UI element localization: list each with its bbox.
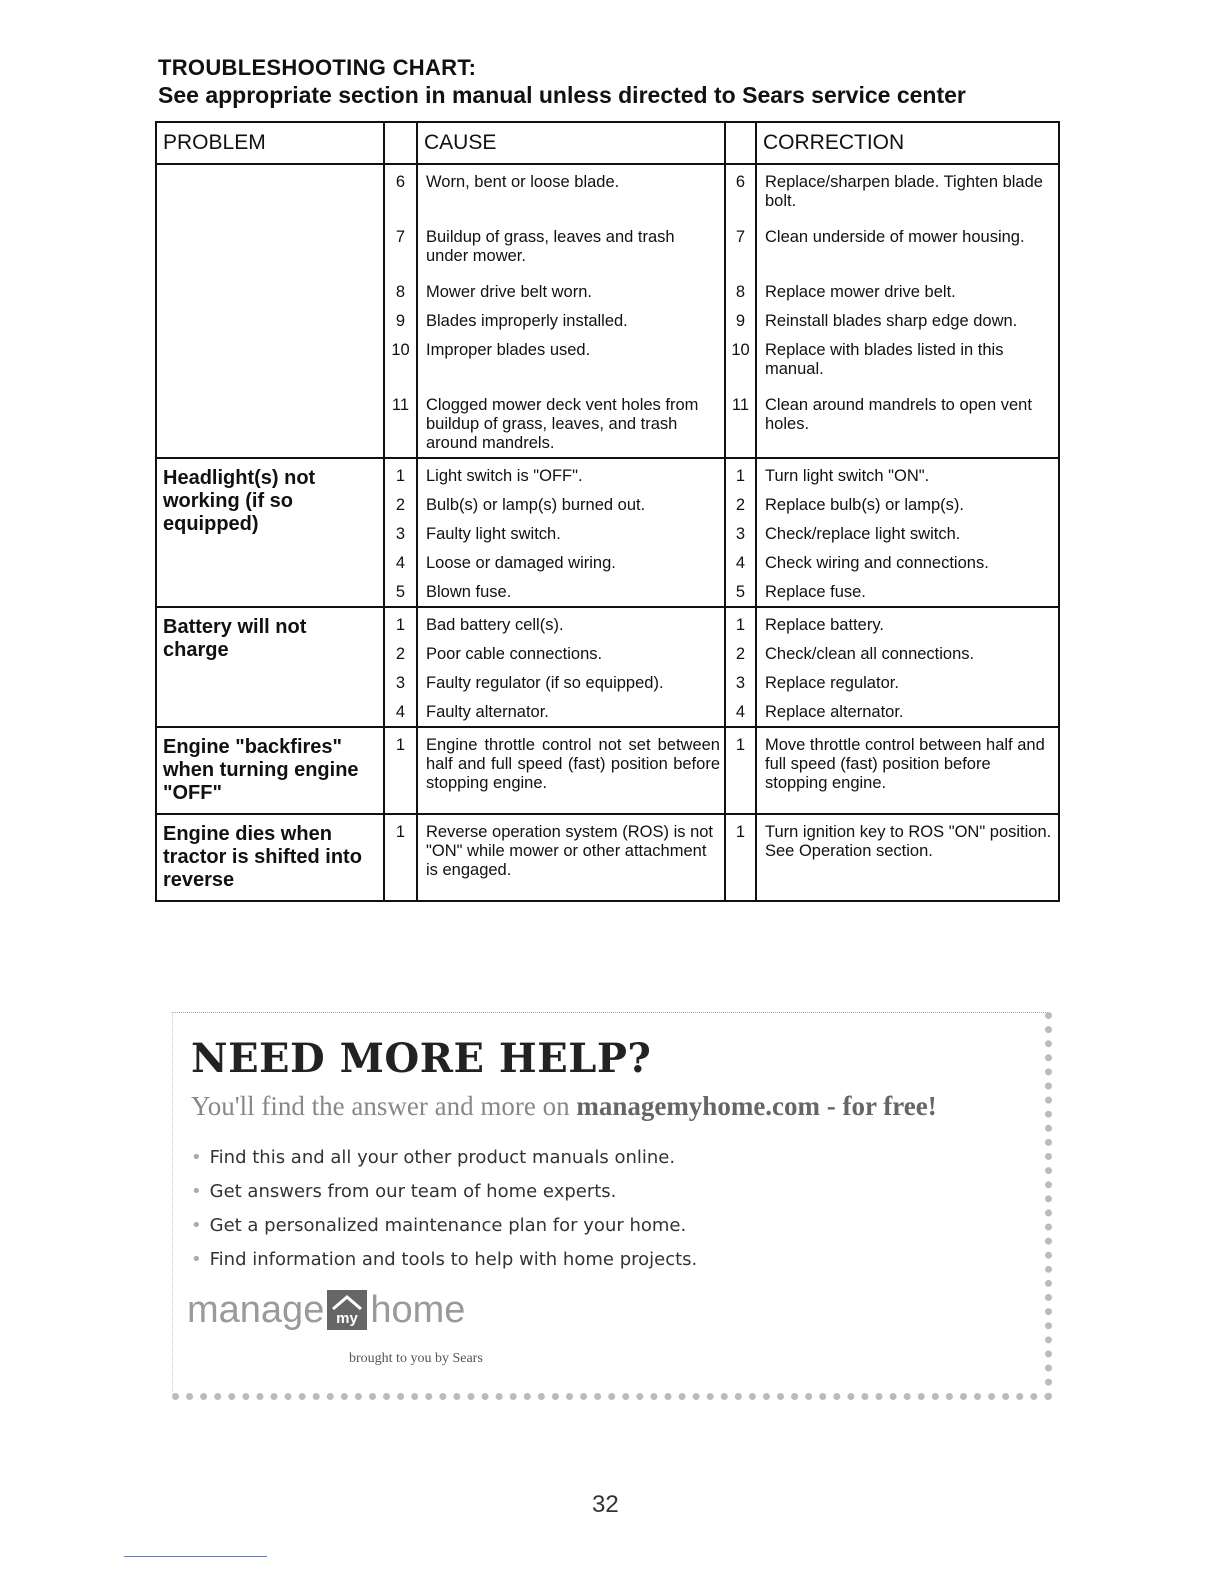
footer-rule (124, 1556, 267, 1557)
list-item-text: Find this and all your other product manuals online. (209, 1147, 676, 1168)
logo-text-right: home (370, 1288, 466, 1331)
correction-num: 10 (731, 341, 750, 359)
correction-num: 1 (735, 616, 746, 634)
correction-num-cell (725, 727, 756, 814)
correction-text: Clean underside of mower housing. (765, 228, 1025, 246)
list-item-text: Get answers from our team of home experts. (209, 1181, 617, 1202)
cause-num: 1 (395, 823, 406, 841)
cause-num: 8 (395, 283, 406, 301)
correction-text: Check wiring and connections. (765, 554, 989, 572)
troubleshooting-table (155, 121, 1060, 902)
correction-num: 8 (735, 283, 746, 301)
cause-num-cell (384, 814, 417, 901)
correction-text: Replace mower drive belt. (765, 283, 956, 301)
cause-num: 7 (395, 228, 406, 246)
table-row (156, 607, 1059, 727)
cause-num: 2 (395, 496, 406, 514)
problem-cell: Battery will not charge (156, 607, 384, 727)
correction-text: Replace alternator. (765, 703, 904, 721)
table-row (156, 727, 1059, 814)
correction-num: 9 (735, 312, 746, 330)
correction-text: Reinstall blades sharp edge down. (765, 312, 1018, 330)
correction-num: 4 (735, 703, 746, 721)
managemyhome-logo (187, 1285, 465, 1335)
help-subtitle-text: You'll find the answer and more on (191, 1091, 577, 1121)
cause-text: Poor cable connections. (426, 645, 603, 663)
cause-text: Buildup of grass, leaves and trash under mower. (426, 228, 675, 265)
correction-num: 2 (735, 645, 746, 663)
cause-text: Faulty alternator. (426, 703, 549, 721)
cause-text: Engine throttle control not set between half and full speed (fast) position before stopping engine. (426, 736, 720, 792)
chart-title: TROUBLESHOOTING CHART: (158, 55, 477, 80)
correction-cell (756, 164, 1059, 458)
correction-text: Move throttle control between half and full speed (fast) position before stopping engine. (765, 736, 1045, 792)
correction-num: 1 (735, 823, 746, 841)
help-title: NEED MORE HELP? (191, 1035, 652, 1082)
header-problem: PROBLEM (156, 122, 384, 164)
cause-num: 1 (395, 616, 406, 634)
correction-num: 3 (735, 525, 746, 543)
correction-text: Turn ignition key to ROS "ON" position. See Operation section. (765, 823, 1052, 860)
correction-text: Clean around mandrels to open vent holes. (765, 396, 1032, 433)
help-list (191, 1141, 697, 1277)
cause-num: 4 (395, 554, 406, 572)
cause-text: Bulb(s) or lamp(s) burned out. (426, 496, 646, 514)
list-item (191, 1175, 697, 1209)
list-item (191, 1209, 697, 1243)
list-item (191, 1141, 697, 1175)
cause-num: 5 (395, 583, 406, 601)
correction-text: Replace/sharpen blade. Tighten blade bolt. (765, 173, 1043, 210)
correction-num: 3 (735, 674, 746, 692)
header-num-1 (384, 122, 417, 164)
cause-cell (417, 164, 725, 458)
problem-cell: Engine dies when tractor is shifted into reverse (156, 814, 384, 901)
correction-text: Turn light switch "ON". (765, 467, 930, 485)
help-site-link[interactable]: managemyhome.com - for free! (576, 1091, 937, 1121)
cause-num: 10 (391, 341, 410, 359)
help-subtitle (191, 1091, 937, 1122)
cause-text: Blown fuse. (426, 583, 512, 601)
correction-text: Replace with blades listed in this manual. (765, 341, 1004, 378)
cause-text: Faulty light switch. (426, 525, 561, 543)
cause-text: Mower drive belt worn. (426, 283, 592, 301)
cause-num: 4 (395, 703, 406, 721)
cause-num: 2 (395, 645, 406, 663)
logo-text-left: manage (187, 1288, 325, 1331)
cause-text: Faulty regulator (if so equipped). (426, 674, 664, 692)
cause-num-cell (384, 164, 417, 458)
cause-text: Clogged mower deck vent holes from buildup of grass, leaves, and trash around mandrels. (426, 396, 699, 452)
bullet-icon: • (191, 1181, 202, 1202)
cause-cell (417, 814, 725, 901)
correction-text: Replace regulator. (765, 674, 899, 692)
table-row (156, 164, 1059, 458)
correction-num: 7 (735, 228, 746, 246)
cause-cell (417, 458, 725, 607)
brought-by-text: brought to you by Sears (349, 1351, 483, 1366)
correction-num: 5 (735, 583, 746, 601)
correction-cell (756, 458, 1059, 607)
correction-num-cell (725, 458, 756, 607)
page-number: 32 (592, 1491, 619, 1518)
correction-text: Replace fuse. (765, 583, 866, 601)
cause-text: Loose or damaged wiring. (426, 554, 616, 572)
bullet-icon: • (191, 1147, 202, 1168)
correction-cell (756, 814, 1059, 901)
correction-text: Replace bulb(s) or lamp(s). (765, 496, 964, 514)
table-row (156, 458, 1059, 607)
cause-num: 9 (395, 312, 406, 330)
cause-num-cell (384, 727, 417, 814)
table-header-row (156, 122, 1059, 164)
list-item-text: Get a personalized maintenance plan for your home. (209, 1215, 687, 1236)
correction-num: 1 (735, 736, 746, 754)
cause-text: Reverse operation system (ROS) is not "ON" while mower or other attachment is engaged. (426, 823, 714, 879)
bullet-icon: • (191, 1249, 202, 1270)
list-item (191, 1243, 697, 1277)
cause-num: 11 (391, 396, 410, 414)
house-svg (330, 1293, 364, 1327)
correction-cell (756, 727, 1059, 814)
cause-num-cell (384, 607, 417, 727)
chart-subtitle: See appropriate section in manual unless directed to Sears service center (158, 82, 966, 108)
bullet-icon: • (191, 1215, 202, 1236)
need-more-help-box (172, 1012, 1052, 1400)
problem-cell (156, 164, 384, 458)
correction-text: Check/replace light switch. (765, 525, 961, 543)
correction-num: 6 (735, 173, 746, 191)
cause-num: 6 (395, 173, 406, 191)
correction-num: 11 (731, 396, 750, 414)
correction-num-cell (725, 164, 756, 458)
problem-cell: Engine "backfires" when turning engine "OFF" (156, 727, 384, 814)
correction-text: Replace battery. (765, 616, 884, 634)
cause-text: Worn, bent or loose blade. (426, 173, 620, 191)
correction-num-cell (725, 814, 756, 901)
cause-num-cell (384, 458, 417, 607)
cause-cell (417, 607, 725, 727)
cause-num: 3 (395, 525, 406, 543)
correction-num: 4 (735, 554, 746, 572)
cause-num: 1 (395, 467, 406, 485)
house-icon (327, 1290, 367, 1330)
logo-mark-text: my (336, 1310, 359, 1327)
header-num-2 (725, 122, 756, 164)
correction-text: Check/clean all connections. (765, 645, 975, 663)
correction-num: 1 (735, 467, 746, 485)
cause-text: Blades improperly installed. (426, 312, 628, 330)
cause-text: Bad battery cell(s). (426, 616, 564, 634)
cause-text: Improper blades used. (426, 341, 591, 359)
problem-cell: Headlight(s) not working (if so equipped) (156, 458, 384, 607)
cause-cell (417, 727, 725, 814)
cause-num: 3 (395, 674, 406, 692)
header-correction: CORRECTION (756, 122, 1059, 164)
list-item-text: Find information and tools to help with home projects. (209, 1249, 698, 1270)
cause-num: 1 (395, 736, 406, 754)
correction-num: 2 (735, 496, 746, 514)
cause-text: Light switch is "OFF". (426, 467, 583, 485)
table-row (156, 814, 1059, 901)
correction-cell (756, 607, 1059, 727)
header-cause: CAUSE (417, 122, 725, 164)
correction-num-cell (725, 607, 756, 727)
